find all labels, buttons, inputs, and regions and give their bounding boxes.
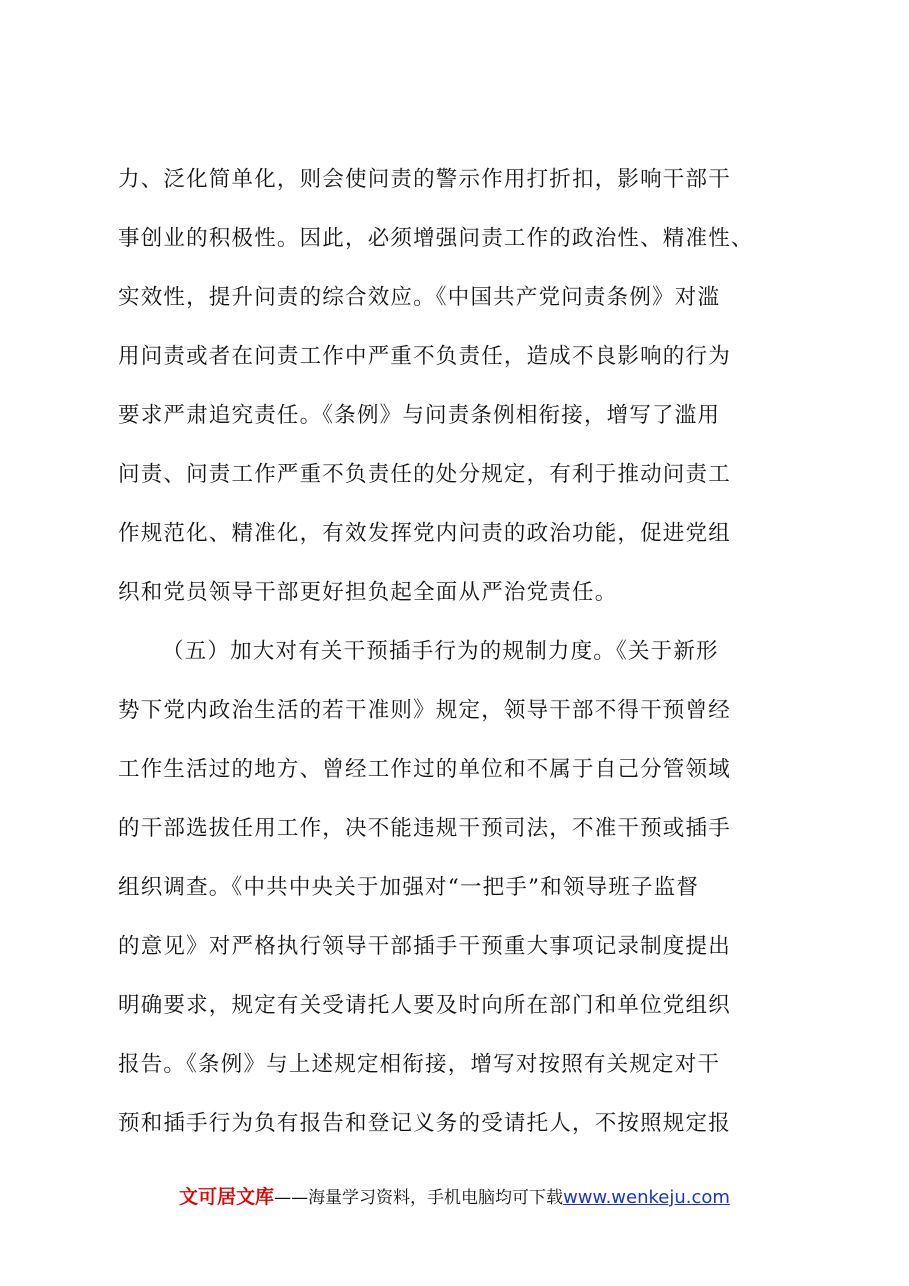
text-line: 组织调查。《中共中央关于加强对“一把手”和领导班子监督 [118,875,700,900]
footer-brand: 文可居文库 [179,1186,275,1208]
text-line: 事创业的积极性。因此，必须增强问责工作的政治性、精准性、 [118,226,754,251]
text-line: 工作生活过的地方、曾经工作过的单位和不属于自己分管领域 [118,757,731,782]
text-line: 报告。《条例》与上述规定相衔接，增写对按照有关规定对干 [118,1052,721,1077]
text-line: 织和党员领导干部更好担负起全面从严治党责任。 [118,580,618,605]
text-line: 用问责或者在问责工作中严重不负责任，造成不良影响的行为 [118,344,731,369]
text-line: 的意见》对严格执行领导干部插手干预重大事项记录制度提出 [118,934,731,959]
text-line: 作规范化、精准化，有效发挥党内问责的政治功能，促进党组 [118,521,731,546]
footer-tagline: ——海量学习资料，手机电脑均可下载 [274,1188,564,1208]
text-line: 问责、问责工作严重不负责任的处分规定，有利于推动问责工 [118,462,731,487]
document-body [118,150,798,1153]
text-line: 实效性，提升问责的综合效应。《中国共产党问责条例》对滥 [118,285,721,310]
text-line: 明确要求，规定有关受请托人要及时向所在部门和单位党组织 [118,993,731,1018]
text-line: 要求严肃追究责任。《条例》与问责条例相衔接，增写了滥用 [118,403,721,428]
section-heading-line: （五）加大对有关干预插手行为的规制力度。《关于新形 [162,639,719,664]
page-footer [0,1182,909,1209]
text-line: 势下党内政治生活的若干准则》规定，领导干部不得干预曾经 [118,698,731,723]
text-line: 预和插手行为负有报告和登记义务的受请托人，不按照规定报 [118,1111,731,1136]
text-line: 力、泛化简单化，则会使问责的警示作用打折扣，影响干部干 [118,167,731,192]
text-line: 的干部选拔任用工作，决不能违规干预司法，不准干预或插手 [118,816,731,841]
footer-link[interactable]: www.wenkeju.com [563,1187,730,1208]
